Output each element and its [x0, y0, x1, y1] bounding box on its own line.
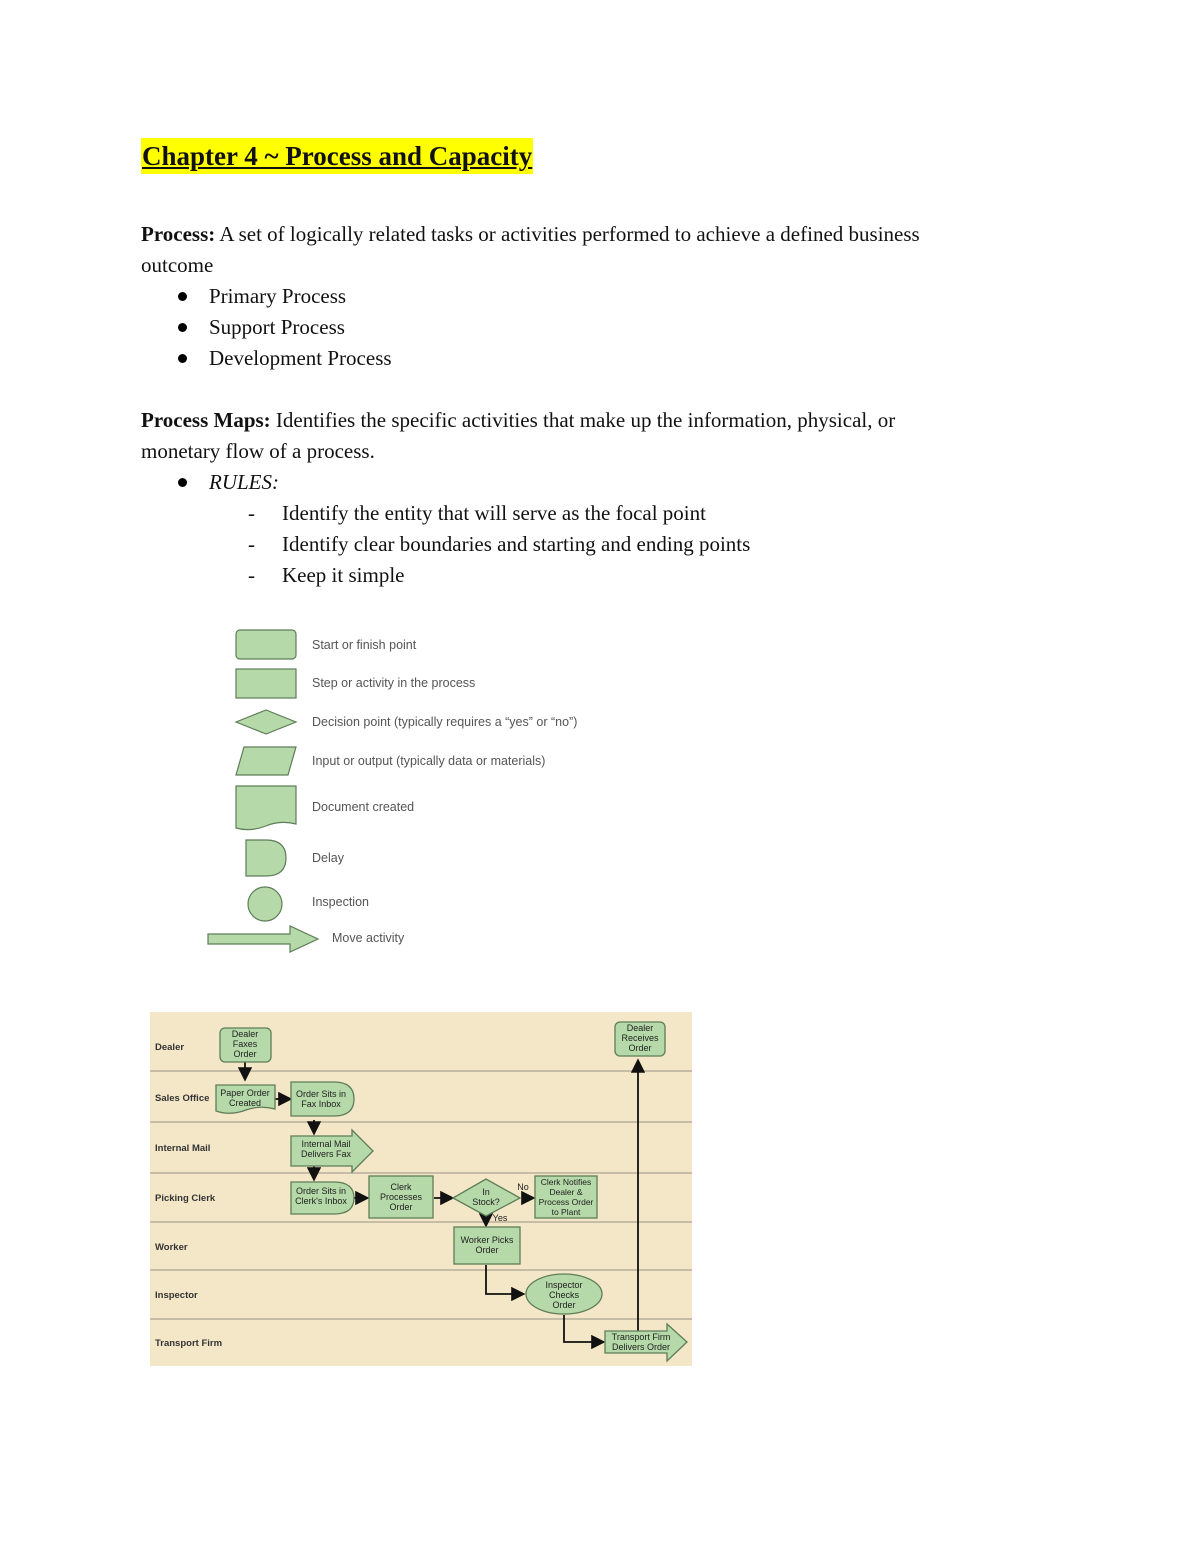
list-item	[178, 467, 279, 498]
dash-marker: -	[248, 563, 255, 587]
activity-symbol	[236, 669, 296, 698]
legend-label: Step or activity in the process	[312, 676, 476, 690]
process-definition-cont	[141, 250, 1041, 281]
input-output-symbol	[236, 747, 296, 775]
inspection-symbol	[248, 887, 282, 921]
node-label: Inspector Checks Order	[545, 1280, 583, 1310]
legend-label: Move activity	[332, 931, 405, 945]
no-branch-label: No	[517, 1182, 529, 1192]
node-label: Internal Mail Delivers Fax	[300, 1139, 352, 1159]
lane-label: Worker	[155, 1242, 188, 1253]
list-item: - Keep it simple	[248, 560, 404, 591]
lane-label: Internal Mail	[155, 1143, 211, 1154]
lane-label: Picking Clerk	[155, 1193, 216, 1204]
list-item: Support Process	[178, 312, 345, 343]
process-maps-definition-line2: monetary flow of a process.	[141, 439, 375, 463]
node-label: Dealer Faxes Order	[231, 1029, 259, 1059]
list-item: Development Process	[178, 343, 392, 374]
list-item: - Identify the entity that will serve as the focal point	[248, 498, 706, 529]
start-finish-symbol	[236, 630, 296, 659]
node-label: Paper Order Created	[220, 1088, 270, 1108]
bullet-icon	[178, 323, 187, 332]
legend-label: Input or output (typically data or materials)	[312, 754, 546, 768]
list-item: Primary Process	[178, 281, 346, 312]
process-maps-definition-line1: Identifies the specific activities that make up the information, physical, or	[270, 408, 896, 432]
yes-branch-label: Yes	[492, 1213, 508, 1223]
node-label: Dealer Receives Order	[621, 1023, 659, 1053]
dash-marker: -	[248, 501, 255, 525]
node-label: Worker Picks Order	[460, 1235, 514, 1255]
node-label: Clerk Processes Order	[379, 1182, 423, 1212]
legend-label: Document created	[312, 800, 415, 814]
flowchart-symbol-legend	[200, 620, 620, 960]
lane-label: Inspector	[155, 1290, 198, 1301]
delay-symbol	[246, 840, 286, 876]
rules-label: RULES:	[209, 470, 279, 494]
decision-symbol	[236, 710, 296, 734]
lane-label: Dealer	[155, 1042, 185, 1053]
process-term: Process:	[141, 222, 216, 246]
page-title: Chapter 4 ~ Process and Capacity	[141, 138, 533, 174]
process-maps-term: Process Maps:	[141, 408, 271, 432]
move-activity-symbol	[208, 926, 318, 952]
dash-marker: -	[248, 532, 255, 556]
node-label: In Stock?	[472, 1187, 500, 1207]
process-definition-line1: A set of logically related tasks or activities performed to achieve a defined business	[215, 222, 920, 246]
lane-label: Transport Firm	[155, 1338, 223, 1349]
legend-label: Decision point (typically requires a “yes” or “no”)	[312, 715, 578, 729]
process-definition	[141, 219, 1041, 250]
node-label: Order Sits in Clerk's Inbox	[295, 1186, 347, 1206]
document-symbol	[236, 786, 296, 830]
bullet-icon	[178, 354, 187, 363]
node-label: Clerk Notifies Dealer & Process Order to Plant	[538, 1177, 594, 1217]
node-label: Transport Firm Delivers Order	[611, 1332, 671, 1352]
legend-label: Inspection	[312, 895, 369, 909]
process-maps-definition	[141, 405, 1041, 436]
bullet-icon	[178, 292, 187, 301]
legend-label: Start or finish point	[312, 638, 417, 652]
lane-label: Sales Office	[155, 1093, 210, 1104]
bullet-icon	[178, 478, 187, 487]
legend-label: Delay	[312, 851, 344, 865]
list-item: - Identify clear boundaries and starting and ending points	[248, 529, 750, 560]
process-definition-line2: outcome	[141, 253, 214, 277]
swimlane-process-map	[150, 1012, 692, 1366]
process-maps-definition-cont	[141, 436, 1041, 467]
node-label: Order Sits in Fax Inbox	[295, 1089, 347, 1109]
